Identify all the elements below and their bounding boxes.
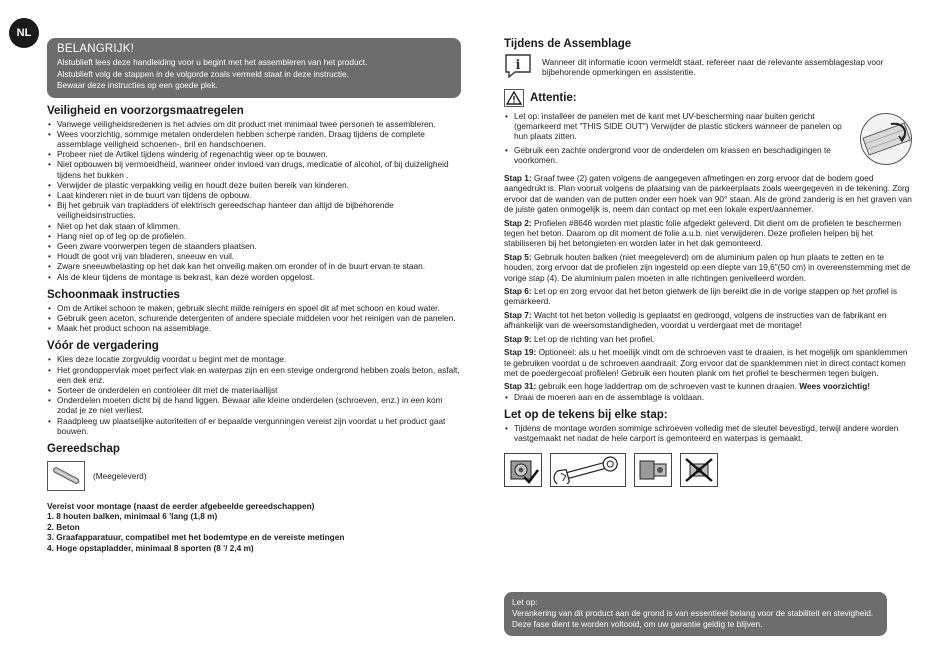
list-item: • Niet op het dak staan of klimmen.	[47, 221, 461, 231]
list-item: • Let op: installeer de panelen met de kant met UV-bescherming naar buiten gericht (gemarkeerd met "THIS SIDE OUT") Verwijder de plastic stickers wanneer de panelen op hun plaats zitten.	[504, 111, 854, 142]
step	[504, 347, 914, 378]
required-item: 3. Graafapparatuur, compatibel met het bodemtype en de vereiste metingen	[47, 532, 345, 543]
step-text: Wacht tot het beton volledig is geplaatst en gedroogd, volgens de instructies van de fabrikant en afhankelijk van de weersomstandigheden, voordat u verdergaat met de montage!	[504, 309, 887, 331]
required-tools	[47, 501, 461, 553]
step-text: gebruik een hoge laddertrap om de schroeven vast te kunnen draaien.	[536, 381, 800, 392]
supplied-tool-row	[47, 459, 461, 493]
safety-heading: Veiligheid en voorzorgsmaatregelen	[47, 104, 244, 117]
step	[504, 173, 914, 215]
notice-line: Alstublieft lees deze handleiding voor u begint met het assembleren van het product.	[57, 57, 368, 67]
warning-icon	[504, 89, 524, 107]
list-item: • Gebruik een zachte ondergrond voor de onderdelen om krassen en beschadigingen te voorkomen.	[504, 145, 854, 165]
list-item: • Zware sneeuwbelasting op het dak kan het onveilig maken om eronder of in de buurt ervan te staan.	[47, 261, 461, 271]
assembly-info	[504, 53, 914, 79]
assembly-heading: Tijdens de Assemblage	[504, 38, 632, 50]
step	[504, 218, 914, 249]
step-label: Stap 1:	[504, 173, 532, 184]
list-item: • Als de kleur tijdens de montage is bekrast, kan deze worden opgelost.	[47, 272, 461, 282]
nut-loose-icon	[634, 453, 672, 487]
language-badge: NL	[9, 18, 39, 48]
step-text: Let op de richting van het profiel.	[531, 333, 655, 344]
step	[504, 381, 914, 391]
required-tools-title: Vereist voor montage (naast de eerder afgebeelde gereedschappen)	[47, 500, 315, 511]
list-item: • Draai de moeren aan en de assemblage is voldaan.	[504, 392, 914, 402]
step-label: Stap 5:	[504, 251, 532, 262]
notice-title: BELANGRIJK!	[57, 43, 134, 55]
allen-key-icon	[47, 461, 85, 491]
anchoring-notice	[504, 592, 887, 636]
list-item: • Tijdens de montage worden sommige schroeven volledig met de sleutel bevestigd, terwijl andere worden vastgemaakt net nadat de hele carport is gemonteerd en waterpas is gemaakt.	[504, 423, 914, 443]
list-item: • Kies deze locatie zorgvuldig voordat u begint met de montage.	[47, 354, 461, 364]
list-item: • Hang niet op of leg op de profielen.	[47, 231, 461, 241]
step-text: Let op en zorg ervoor dat het beton gietwerk de lijn bereikt die in de vorige stappen op het profiel is gemarkeerd.	[504, 286, 897, 307]
list-item: • Laat kinderen niet in de buurt van tijdens de opbouw.	[47, 190, 461, 200]
tools-heading: Gereedschap	[47, 442, 120, 455]
required-item: 2. Beton	[47, 521, 80, 532]
supplied-caption: (Meegeleverd)	[93, 470, 147, 481]
attention-header	[504, 89, 914, 107]
attention-list	[504, 111, 854, 165]
list-item: • Verwijder de plastic verpakking veilig en houdt deze buiten bereik van kinderen.	[47, 180, 461, 190]
step-label: Stap 2:	[504, 217, 532, 228]
list-item: • Niet opbouwen bij vermoeidheid, wanneer onder invloed van drugs, medicatie of alcohol, of bij duizeligheid tijdens het bukken .	[47, 159, 461, 179]
step-label: Stap 6:	[504, 286, 532, 297]
step-text: Graaf twee (2) gaten volgens de aangegeven afmetingen en zorg ervoor dat de bodem goed aangedrukt is. Plan vooruit volgens de plaatsing van de parkeerplaats zoals weergegeven in de tekening. Zorg ervoor dat de wanden van de putten onder een hoek van 90° staan. Als de grond zanderig is en het graven van de juiste gaten onmogelijk is, neem dan contact op met een lokale expert/aannemer.	[504, 173, 912, 215]
step31-list	[504, 392, 914, 402]
before-assembly-heading: Vóór de vergadering	[47, 340, 159, 353]
step-label: Stap 9:	[504, 333, 532, 344]
list-item: • Sorteer de onderdelen en controleer dit met de materiaallijst	[47, 385, 461, 395]
list-item: • Om de Artikel schoon te maken, gebruik slecht milde reinigers en spoel dit af met schoon en koud water.	[47, 303, 461, 313]
list-item: • Onderdelen moeten dicht bij de hand liggen. Bewaar alle kleine onderdelen (schroeven, enz.) in een kom zodat je ze niet verliest.	[47, 395, 461, 415]
important-notice	[47, 38, 461, 98]
panel-peel-illustration	[860, 113, 912, 165]
list-item: • Maak het product schoon na assemblage.	[47, 323, 461, 333]
step	[504, 286, 914, 307]
step-text: Profielen #8646 worden met plastic folie afgedekt geleverd. Dit dient om de profielen te beschermen tegen het beton. Daarom op dit moment de folie a.u.b. niet verwijderen. Deze profielen helpen bij het stabiliseren bij het betongieten en worden later in het dak gemonteerd.	[504, 217, 902, 249]
anchoring-notice-title: Let op:	[512, 597, 538, 607]
step	[504, 334, 914, 344]
nut-tightened-icon	[504, 453, 542, 487]
step	[504, 310, 914, 331]
step-label: Stap 7:	[504, 309, 532, 320]
info-icon	[504, 53, 532, 79]
required-item: 4. Hoge opstapladder, minimaal 8 sporten (8 '/ 2,4 m)	[47, 542, 254, 553]
steps-list	[504, 173, 914, 402]
notice-line: Bewaar deze instructies op een goede plek.	[57, 80, 218, 90]
sign-icons-row	[504, 453, 914, 487]
list-item: • Vanwege veiligheidsredenen is het advies om dit product met minimaal twee personen te assembleren.	[47, 119, 461, 129]
step-text: Optioneel: als u het moeilijk vindt om de schroeven vast te draaien, is het mogelijk om spanklemmen te gebruiken voordat u de schroeven aandraait. Zorg ervoor dat de spanklemmen niet in direct contact komen met de poedergecoat profielen! Gebruik een houten plank om het profiel te beschermen tegen buigen.	[504, 347, 908, 378]
list-item: • Houdt de goot vrij van bladeren, sneeuw en vuil.	[47, 251, 461, 261]
list-item: • Het grondoppervlak moet perfect vlak en waterpas zijn en een stevige ondergrond hebben zoals beton, asfalt, een dek enz.	[47, 365, 461, 385]
before-assembly-list	[47, 354, 461, 436]
cleaning-list	[47, 303, 461, 334]
step-label: Stap 19:	[504, 347, 537, 358]
signs-list	[504, 423, 914, 443]
anchoring-notice-text: Verankering van dit product aan de grond is van essentieel belang voor de stabiliteit en stevigheid. Deze fase dient te worden voltooid, om uw garantie geldig te blijven.	[512, 608, 874, 629]
step-text: Gebruik houten balken (niet meegeleverd) om de aluminium palen op hun plaats te zetten en te houden, zorg ervoor dat de profielen zijn ingesteld op een diepte van 19,6"(50 cm) in overeenstemming met de vorige stap (4). De aluminium palen moeten in alle richtingen genivelleerd worden.	[504, 251, 911, 283]
signs-heading: Let op de tekens bij elke stap:	[504, 408, 668, 421]
list-item: • Probeer niet de Artikel tijdens winderig of regenachtig weer op te bouwen.	[47, 149, 461, 159]
list-item: • Raadpleeg uw plaatselijke autoriteiten of er bepaalde vergunningen vereist zijn voordat u het product gaat bouwen.	[47, 416, 461, 436]
list-item: • Bij het gebruik van trapladders of elektrisch gereedschap hanteer dan altijd de bijbehorende veiligheidsinstructies.	[47, 200, 461, 220]
cleaning-heading: Schoonmaak instructies	[47, 288, 180, 301]
attention-heading: Attentie:	[530, 92, 577, 104]
attention-block	[504, 111, 914, 165]
svg-text:i: i	[515, 58, 521, 73]
left-column	[47, 38, 461, 553]
notice-line: Alstublieft volg de stappen in de volgorde zoals vermeld staat in deze instructie.	[57, 68, 349, 79]
assembly-text: Wanneer dit informatie icoon vermeldt staat, refereer naar de relevante assemblagestap voor bijbehorende opmerkingen en assistentie.	[542, 57, 884, 78]
step	[504, 252, 914, 283]
required-item: 1. 8 houten balken, minimaal 6 'lang (1,8 m)	[47, 511, 218, 522]
list-item: • Geen zware voorwerpen tegen de staanders plaatsen.	[47, 241, 461, 251]
step-warning: Wees voorzichtig!	[799, 381, 871, 392]
safety-list	[47, 119, 461, 282]
right-column	[504, 38, 914, 487]
wrench-icon	[550, 453, 626, 487]
no-wrench-icon	[680, 453, 718, 487]
step-label: Stap 31:	[504, 381, 537, 392]
list-item: • Gebruik geen aceton, schurende detergenten of andere speciale middelen voor het reinigen van de panelen.	[47, 313, 461, 323]
list-item: • Wees voorzichtig, sommige metalen onderdelen hebben scherpe randen. Draag tijdens de complete assemblage veiligheid schoenen-, bril en handschoenen.	[47, 129, 461, 149]
